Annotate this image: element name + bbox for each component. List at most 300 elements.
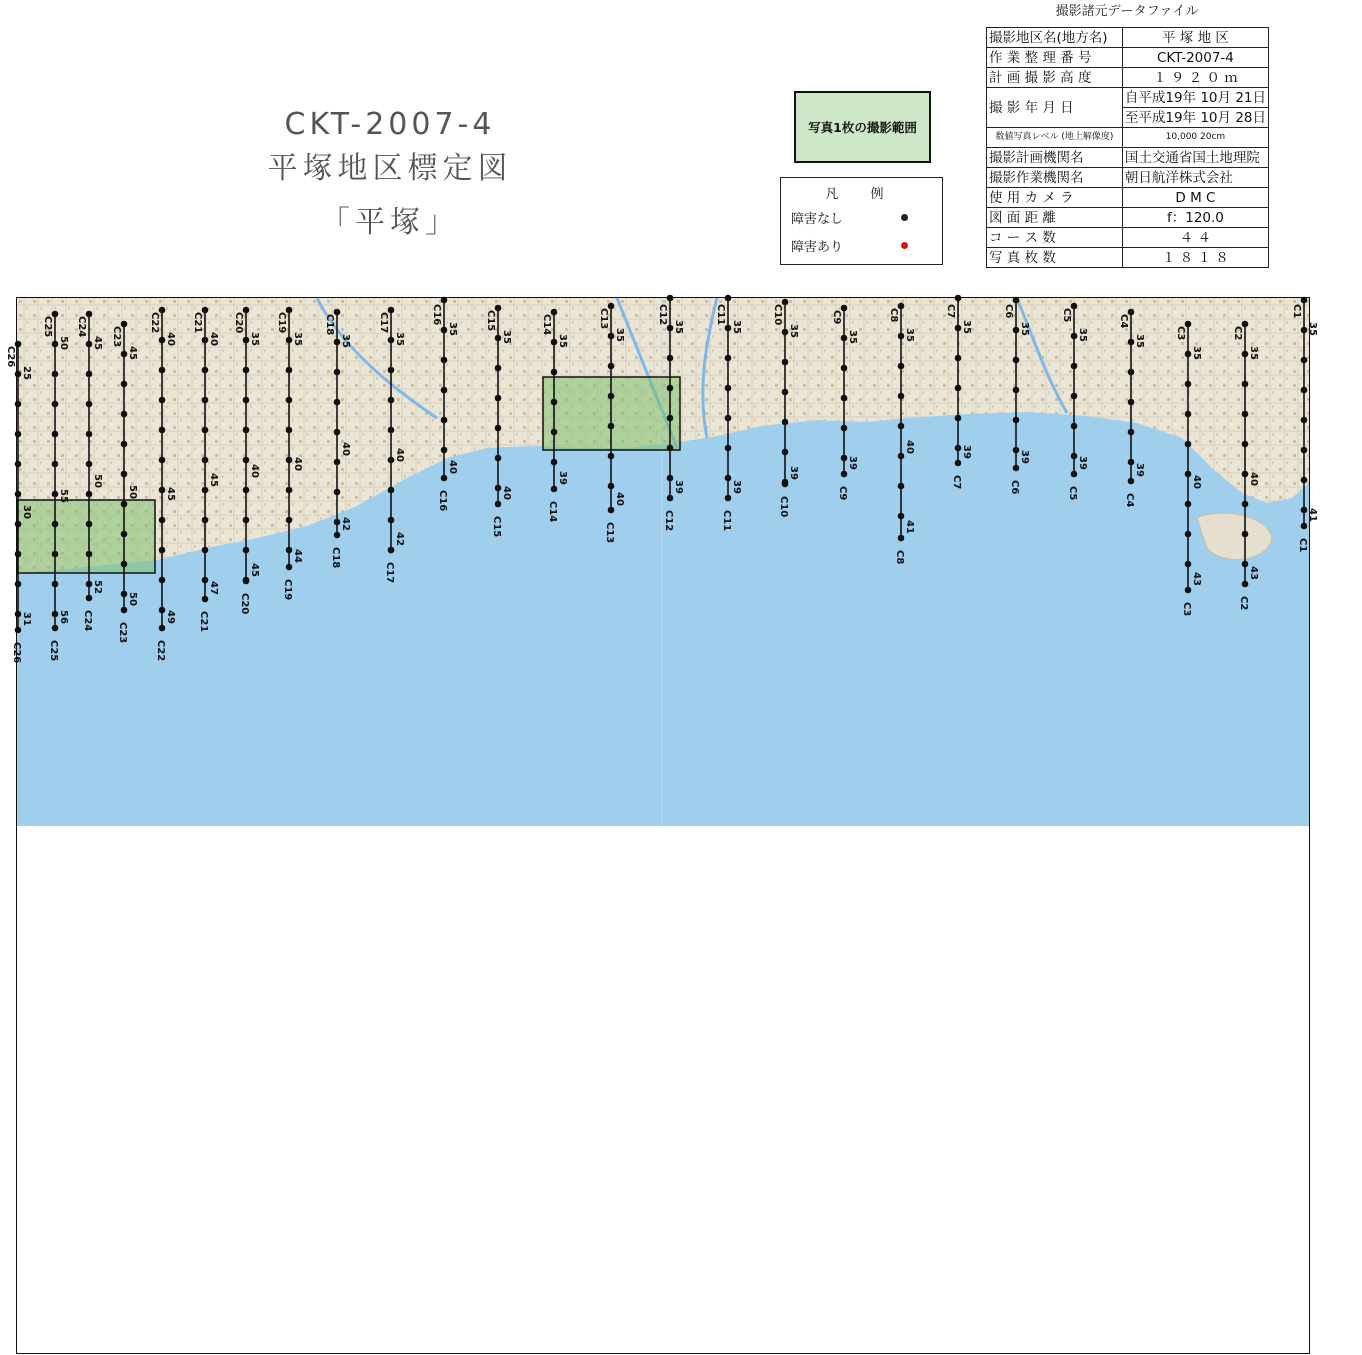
photo-number-top: 35 <box>1248 346 1259 360</box>
exposure-point <box>121 607 128 614</box>
photo-number-top: 35 <box>501 330 512 344</box>
exposure-point <box>1242 471 1249 478</box>
exposure-point <box>15 431 22 438</box>
exposure-point <box>121 591 128 598</box>
exposure-point <box>159 397 166 404</box>
exposure-point <box>441 447 448 454</box>
exposure-point <box>898 363 905 370</box>
photo-number-bottom: 49 <box>165 610 176 624</box>
exposure-point <box>52 371 59 378</box>
course-name-top: C5 <box>1061 308 1072 323</box>
photo-number-bottom: 39 <box>673 480 684 494</box>
exposure-point <box>86 401 93 408</box>
exposure-point <box>121 441 128 448</box>
photo-number-bottom: 39 <box>557 471 568 485</box>
legend-item-label: 障害なし <box>791 212 844 227</box>
photo-number-mid: 40 <box>394 448 405 462</box>
exposure-point <box>667 415 674 422</box>
photo-number-top: 35 <box>1191 346 1202 360</box>
table-row <box>987 208 1269 228</box>
spec-value: 朝日航洋株式会社 <box>1122 168 1268 188</box>
course-name-top: C12 <box>657 304 668 326</box>
exposure-point <box>15 461 22 468</box>
photo-number-mid: 45 <box>165 487 176 501</box>
exposure-point <box>667 385 674 392</box>
course-name-top: C19 <box>276 312 287 334</box>
photo-number-bottom: 44 <box>292 549 303 563</box>
course-name-bottom: C21 <box>198 611 209 633</box>
course-name-bottom: C18 <box>330 547 341 569</box>
photo-number-top: 35 <box>961 320 972 334</box>
photo-number-top: 35 <box>557 334 568 348</box>
exposure-point <box>286 517 293 524</box>
exposure-point <box>121 501 128 508</box>
exposure-point <box>841 365 848 372</box>
exposure-point <box>202 337 209 344</box>
course-name-bottom: C13 <box>604 522 615 544</box>
exposure-point <box>782 359 789 366</box>
exposure-point <box>608 423 615 430</box>
photo-number-bottom: 39 <box>961 445 972 459</box>
spec-key: 作 業 整 理 番 号 <box>987 48 1123 68</box>
course-name-top: C2 <box>1232 326 1243 341</box>
course-name-top: C24 <box>76 316 87 338</box>
exposure-point <box>286 564 293 571</box>
exposure-point <box>1301 477 1308 484</box>
spec-value: １ ９ ２ ０ ｍ <box>1122 68 1268 88</box>
course-name-bottom: C14 <box>547 501 558 523</box>
exposure-point <box>955 445 962 452</box>
exposure-point <box>1301 507 1308 514</box>
sheet-name: 「平塚」 <box>320 205 460 240</box>
spec-value: ４ ４ <box>1122 228 1268 248</box>
exposure-point <box>159 337 166 344</box>
exposure-point <box>334 532 341 539</box>
course-name-bottom: C2 <box>1238 596 1249 611</box>
exposure-point <box>52 401 59 408</box>
exposure-point <box>551 369 558 376</box>
photo-number-mid: 40 <box>292 457 303 471</box>
exposure-point <box>286 547 293 554</box>
exposure-point <box>955 415 962 422</box>
course-name-bottom: C5 <box>1067 486 1078 501</box>
table-row <box>987 68 1269 88</box>
exposure-point <box>1301 297 1308 304</box>
photo-number-bottom: 39 <box>847 456 858 470</box>
photo-number-mid: 55 <box>58 489 69 503</box>
photo-number-bottom: 47 <box>208 581 219 595</box>
exposure-point <box>1013 327 1020 334</box>
exposure-point <box>1242 381 1249 388</box>
exposure-point <box>286 337 293 344</box>
course-name-bottom: C1 <box>1297 538 1308 553</box>
exposure-point <box>202 427 209 434</box>
exposure-point <box>52 341 59 348</box>
table-row <box>987 148 1269 168</box>
exposure-point <box>159 577 166 584</box>
exposure-point <box>334 459 341 466</box>
exposure-point <box>52 431 59 438</box>
legend-item-no-obstacle <box>791 208 942 228</box>
course-name-top: C14 <box>541 314 552 336</box>
exposure-point <box>1242 531 1249 538</box>
exposure-point <box>608 507 615 514</box>
photo-number-bottom: 41 <box>904 520 915 534</box>
photo-number-top: 35 <box>731 320 742 334</box>
exposure-point <box>441 327 448 334</box>
exposure-point <box>243 547 250 554</box>
photo-number-top: 35 <box>904 328 915 342</box>
exposure-point <box>15 521 22 528</box>
exposure-point <box>86 595 93 602</box>
legend <box>780 177 943 265</box>
exposure-point <box>86 341 93 348</box>
exposure-point <box>551 486 558 493</box>
exposure-point <box>667 355 674 362</box>
photo-number-bottom: 40 <box>501 486 512 500</box>
photo-number-top: 35 <box>1019 322 1030 336</box>
exposure-point <box>86 551 93 558</box>
exposure-point <box>495 335 502 342</box>
legend-title: 凡 例 <box>825 187 898 202</box>
exposure-point <box>667 445 674 452</box>
course-name-bottom: C9 <box>837 486 848 501</box>
exposure-point <box>1185 441 1192 448</box>
course-name-top: C25 <box>42 316 53 338</box>
spec-value: 国土交通省国土地理院 <box>1122 148 1268 168</box>
course-name-top: C26 <box>5 346 16 368</box>
exposure-point <box>898 423 905 430</box>
photo-number-top: 50 <box>58 336 69 350</box>
photo-number-top: 45 <box>127 346 138 360</box>
table-row <box>987 48 1269 68</box>
exposure-point <box>388 487 395 494</box>
course-name-top: C13 <box>598 308 609 330</box>
exposure-point <box>334 429 341 436</box>
exposure-point <box>159 625 166 632</box>
exposure-point <box>667 325 674 332</box>
spec-value: 至平成19年 10月 28日 <box>1122 108 1268 128</box>
exposure-point <box>243 457 250 464</box>
exposure-point <box>159 457 166 464</box>
exposure-point <box>15 551 22 558</box>
legend-item-label: 障害あり <box>791 240 844 255</box>
course-name-bottom: C20 <box>239 593 250 615</box>
exposure-point <box>551 429 558 436</box>
photo-number-mid: 40 <box>249 464 260 478</box>
exposure-point <box>782 419 789 426</box>
exposure-point <box>725 445 732 452</box>
exposure-point <box>52 461 59 468</box>
exposure-point <box>86 431 93 438</box>
exposure-point <box>841 455 848 462</box>
photo-number-bottom: 39 <box>1077 456 1088 470</box>
exposure-point <box>86 371 93 378</box>
exposure-point <box>1185 471 1192 478</box>
exposure-point <box>388 367 395 374</box>
legend-item-obstacle <box>791 236 942 256</box>
exposure-point <box>1013 447 1020 454</box>
exposure-point <box>286 397 293 404</box>
photo-coverage-area <box>17 500 155 573</box>
exposure-point <box>121 531 128 538</box>
course-name-top: C16 <box>431 304 442 326</box>
exposure-point <box>782 481 789 488</box>
course-name-top: C7 <box>945 304 956 319</box>
photo-number-bottom: 31 <box>21 612 32 626</box>
photo-number-top: 35 <box>1134 334 1145 348</box>
spec-key: 図 面 距 離 <box>987 208 1123 228</box>
exposure-point <box>1301 417 1308 424</box>
photo-number-mid: 45 <box>208 473 219 487</box>
exposure-point <box>1242 351 1249 358</box>
exposure-point <box>388 547 395 554</box>
course-name-bottom: C3 <box>1181 602 1192 617</box>
course-name-top: C15 <box>485 310 496 332</box>
photo-number-top: 35 <box>447 322 458 336</box>
exposure-point <box>202 397 209 404</box>
exposure-point <box>202 367 209 374</box>
spec-key: 計 画 撮 影 高 度 <box>987 68 1123 88</box>
exposure-point <box>1128 459 1135 466</box>
exposure-point <box>495 485 502 492</box>
exposure-point <box>159 427 166 434</box>
course-name-bottom: C15 <box>491 516 502 538</box>
exposure-point <box>286 367 293 374</box>
exposure-point <box>495 455 502 462</box>
exposure-point <box>725 475 732 482</box>
course-name-top: C22 <box>149 312 160 334</box>
photo-number-top: 35 <box>249 332 260 346</box>
exposure-point <box>1013 357 1020 364</box>
exposure-point <box>667 495 674 502</box>
spec-key: 撮影地区名(地方名) <box>987 28 1123 48</box>
exposure-point <box>86 461 93 468</box>
exposure-point <box>15 627 22 634</box>
exposure-point <box>15 581 22 588</box>
exposure-point <box>441 387 448 394</box>
exposure-point <box>725 355 732 362</box>
photo-number-mid: 40 <box>1248 472 1259 486</box>
table-row <box>987 188 1269 208</box>
exposure-point <box>15 611 22 618</box>
exposure-point <box>243 397 250 404</box>
exposure-point <box>955 355 962 362</box>
spec-key: 使 用 カ メ ラ <box>987 188 1123 208</box>
exposure-point <box>441 475 448 482</box>
exposure-point <box>667 295 674 302</box>
exposure-point <box>86 491 93 498</box>
exposure-point <box>1128 369 1135 376</box>
exposure-point <box>388 337 395 344</box>
exposure-point <box>441 357 448 364</box>
spec-value: 平 塚 地 区 <box>1122 28 1268 48</box>
exposure-point <box>1071 471 1078 478</box>
photo-number-bottom: 43 <box>1191 572 1202 586</box>
photo-number-top: 35 <box>788 324 799 338</box>
spec-value: 自平成19年 10月 21日 <box>1122 88 1268 108</box>
exposure-point <box>121 471 128 478</box>
exposure-point <box>334 519 341 526</box>
exposure-point <box>725 495 732 502</box>
exposure-point <box>52 491 59 498</box>
exposure-point <box>1013 465 1020 472</box>
exposure-point <box>495 501 502 508</box>
course-name-top: C18 <box>324 314 335 336</box>
exposure-point <box>1128 429 1135 436</box>
info-caption: 撮影諸元データファイル <box>1055 4 1199 19</box>
exposure-point <box>121 351 128 358</box>
course-name-top: C10 <box>772 304 783 326</box>
exposure-point <box>551 459 558 466</box>
exposure-point <box>388 457 395 464</box>
photo-number-top: 40 <box>208 332 219 346</box>
course-name-bottom: C19 <box>282 579 293 601</box>
course-name-bottom: C23 <box>117 622 128 644</box>
exposure-point <box>15 371 22 378</box>
exposure-point <box>286 427 293 434</box>
course-name-bottom: C4 <box>1124 493 1135 508</box>
exposure-point <box>841 395 848 402</box>
photo-number-mid: 40 <box>340 442 351 456</box>
exposure-point <box>388 427 395 434</box>
photo-number-top: 35 <box>1077 328 1088 342</box>
photo-number-bottom: 40 <box>614 492 625 506</box>
exposure-point <box>1185 501 1192 508</box>
exposure-point <box>1071 453 1078 460</box>
course-name-bottom: C11 <box>721 510 732 532</box>
exposure-point <box>1301 523 1308 530</box>
exposure-point <box>15 491 22 498</box>
exposure-point <box>608 333 615 340</box>
photo-number-bottom: 52 <box>92 580 103 594</box>
course-name-top: C11 <box>715 304 726 326</box>
photo-number-mid: 40 <box>1191 475 1202 489</box>
exposure-point <box>495 395 502 402</box>
spec-key: 撮影作業機関名 <box>987 168 1123 188</box>
table-row <box>987 28 1269 48</box>
exposure-point <box>608 393 615 400</box>
course-name-top: C23 <box>111 326 122 348</box>
exposure-point <box>608 453 615 460</box>
exposure-point <box>202 487 209 494</box>
exposure-point <box>955 385 962 392</box>
photo-number-top: 35 <box>394 332 405 346</box>
photo-number-bottom: 40 <box>447 460 458 474</box>
exposure-point <box>551 339 558 346</box>
exposure-point <box>286 457 293 464</box>
exposure-point <box>1185 381 1192 388</box>
exposure-point <box>243 337 250 344</box>
exposure-point <box>286 487 293 494</box>
course-name-bottom: C8 <box>894 550 905 565</box>
spec-value: 10,000 20cm <box>1122 128 1268 148</box>
exposure-point <box>441 297 448 304</box>
black-dot-icon <box>901 214 908 221</box>
course-name-top: C20 <box>233 312 244 334</box>
project-code-title: CKT-2007-4 <box>284 107 496 142</box>
course-name-top: C4 <box>1118 314 1129 329</box>
spec-key: コ ー ス 数 <box>987 228 1123 248</box>
exposure-point <box>52 611 59 618</box>
exposure-point <box>159 367 166 374</box>
exposure-point <box>1128 339 1135 346</box>
exposure-point <box>725 415 732 422</box>
spec-value: D M C <box>1122 188 1268 208</box>
exposure-point <box>1301 327 1308 334</box>
exposure-point <box>955 460 962 467</box>
exposure-point <box>1185 411 1192 418</box>
exposure-point <box>955 325 962 332</box>
exposure-point <box>86 581 93 588</box>
exposure-point <box>1013 297 1020 304</box>
course-name-bottom: C17 <box>384 562 395 584</box>
exposure-point <box>334 489 341 496</box>
course-name-bottom: C26 <box>11 642 22 664</box>
exposure-point <box>159 517 166 524</box>
exposure-point <box>841 335 848 342</box>
exposure-point <box>388 517 395 524</box>
photo-number-top: 35 <box>673 320 684 334</box>
course-name-bottom: C7 <box>951 475 962 490</box>
exposure-point <box>1185 561 1192 568</box>
exposure-point <box>782 329 789 336</box>
spec-value: CKT-2007-4 <box>1122 48 1268 68</box>
exposure-point <box>52 625 59 632</box>
table-row <box>987 248 1269 268</box>
exposure-point <box>202 457 209 464</box>
photo-number-mid: 50 <box>92 474 103 488</box>
exposure-point <box>898 393 905 400</box>
course-name-bottom: C22 <box>155 640 166 662</box>
exposure-point <box>243 517 250 524</box>
exposure-point <box>1242 581 1249 588</box>
exposure-point <box>1242 411 1249 418</box>
photo-number-top: 45 <box>92 336 103 350</box>
exposure-point <box>841 425 848 432</box>
course-name-bottom: C6 <box>1009 480 1020 495</box>
title-block <box>230 104 550 246</box>
exposure-point <box>334 399 341 406</box>
course-name-top: C9 <box>831 310 842 325</box>
photo-number-mid: 30 <box>21 505 32 519</box>
exposure-point <box>1301 357 1308 364</box>
course-name-bottom: C16 <box>437 490 448 512</box>
photo-number-mid: 40 <box>904 440 915 454</box>
course-name-bottom: C25 <box>48 640 59 662</box>
photo-number-bottom: 41 <box>1307 508 1318 522</box>
photo-number-bottom: 39 <box>788 466 799 480</box>
exposure-point <box>898 453 905 460</box>
exposure-point <box>121 411 128 418</box>
photo-number-top: 35 <box>614 328 625 342</box>
exposure-point <box>15 401 22 408</box>
photo-number-top: 25 <box>21 366 32 380</box>
exposure-point <box>159 487 166 494</box>
exposure-point <box>202 596 209 603</box>
exposure-point <box>667 475 674 482</box>
exposure-point <box>121 381 128 388</box>
exposure-point <box>1185 587 1192 594</box>
exposure-point <box>1071 333 1078 340</box>
exposure-point <box>898 333 905 340</box>
exposure-point <box>955 295 962 302</box>
flight-course-map[interactable] <box>5 298 1318 826</box>
course-name-top: C21 <box>192 312 203 334</box>
course-name-top: C1 <box>1291 304 1302 319</box>
exposure-point <box>782 389 789 396</box>
exposure-point <box>1128 399 1135 406</box>
